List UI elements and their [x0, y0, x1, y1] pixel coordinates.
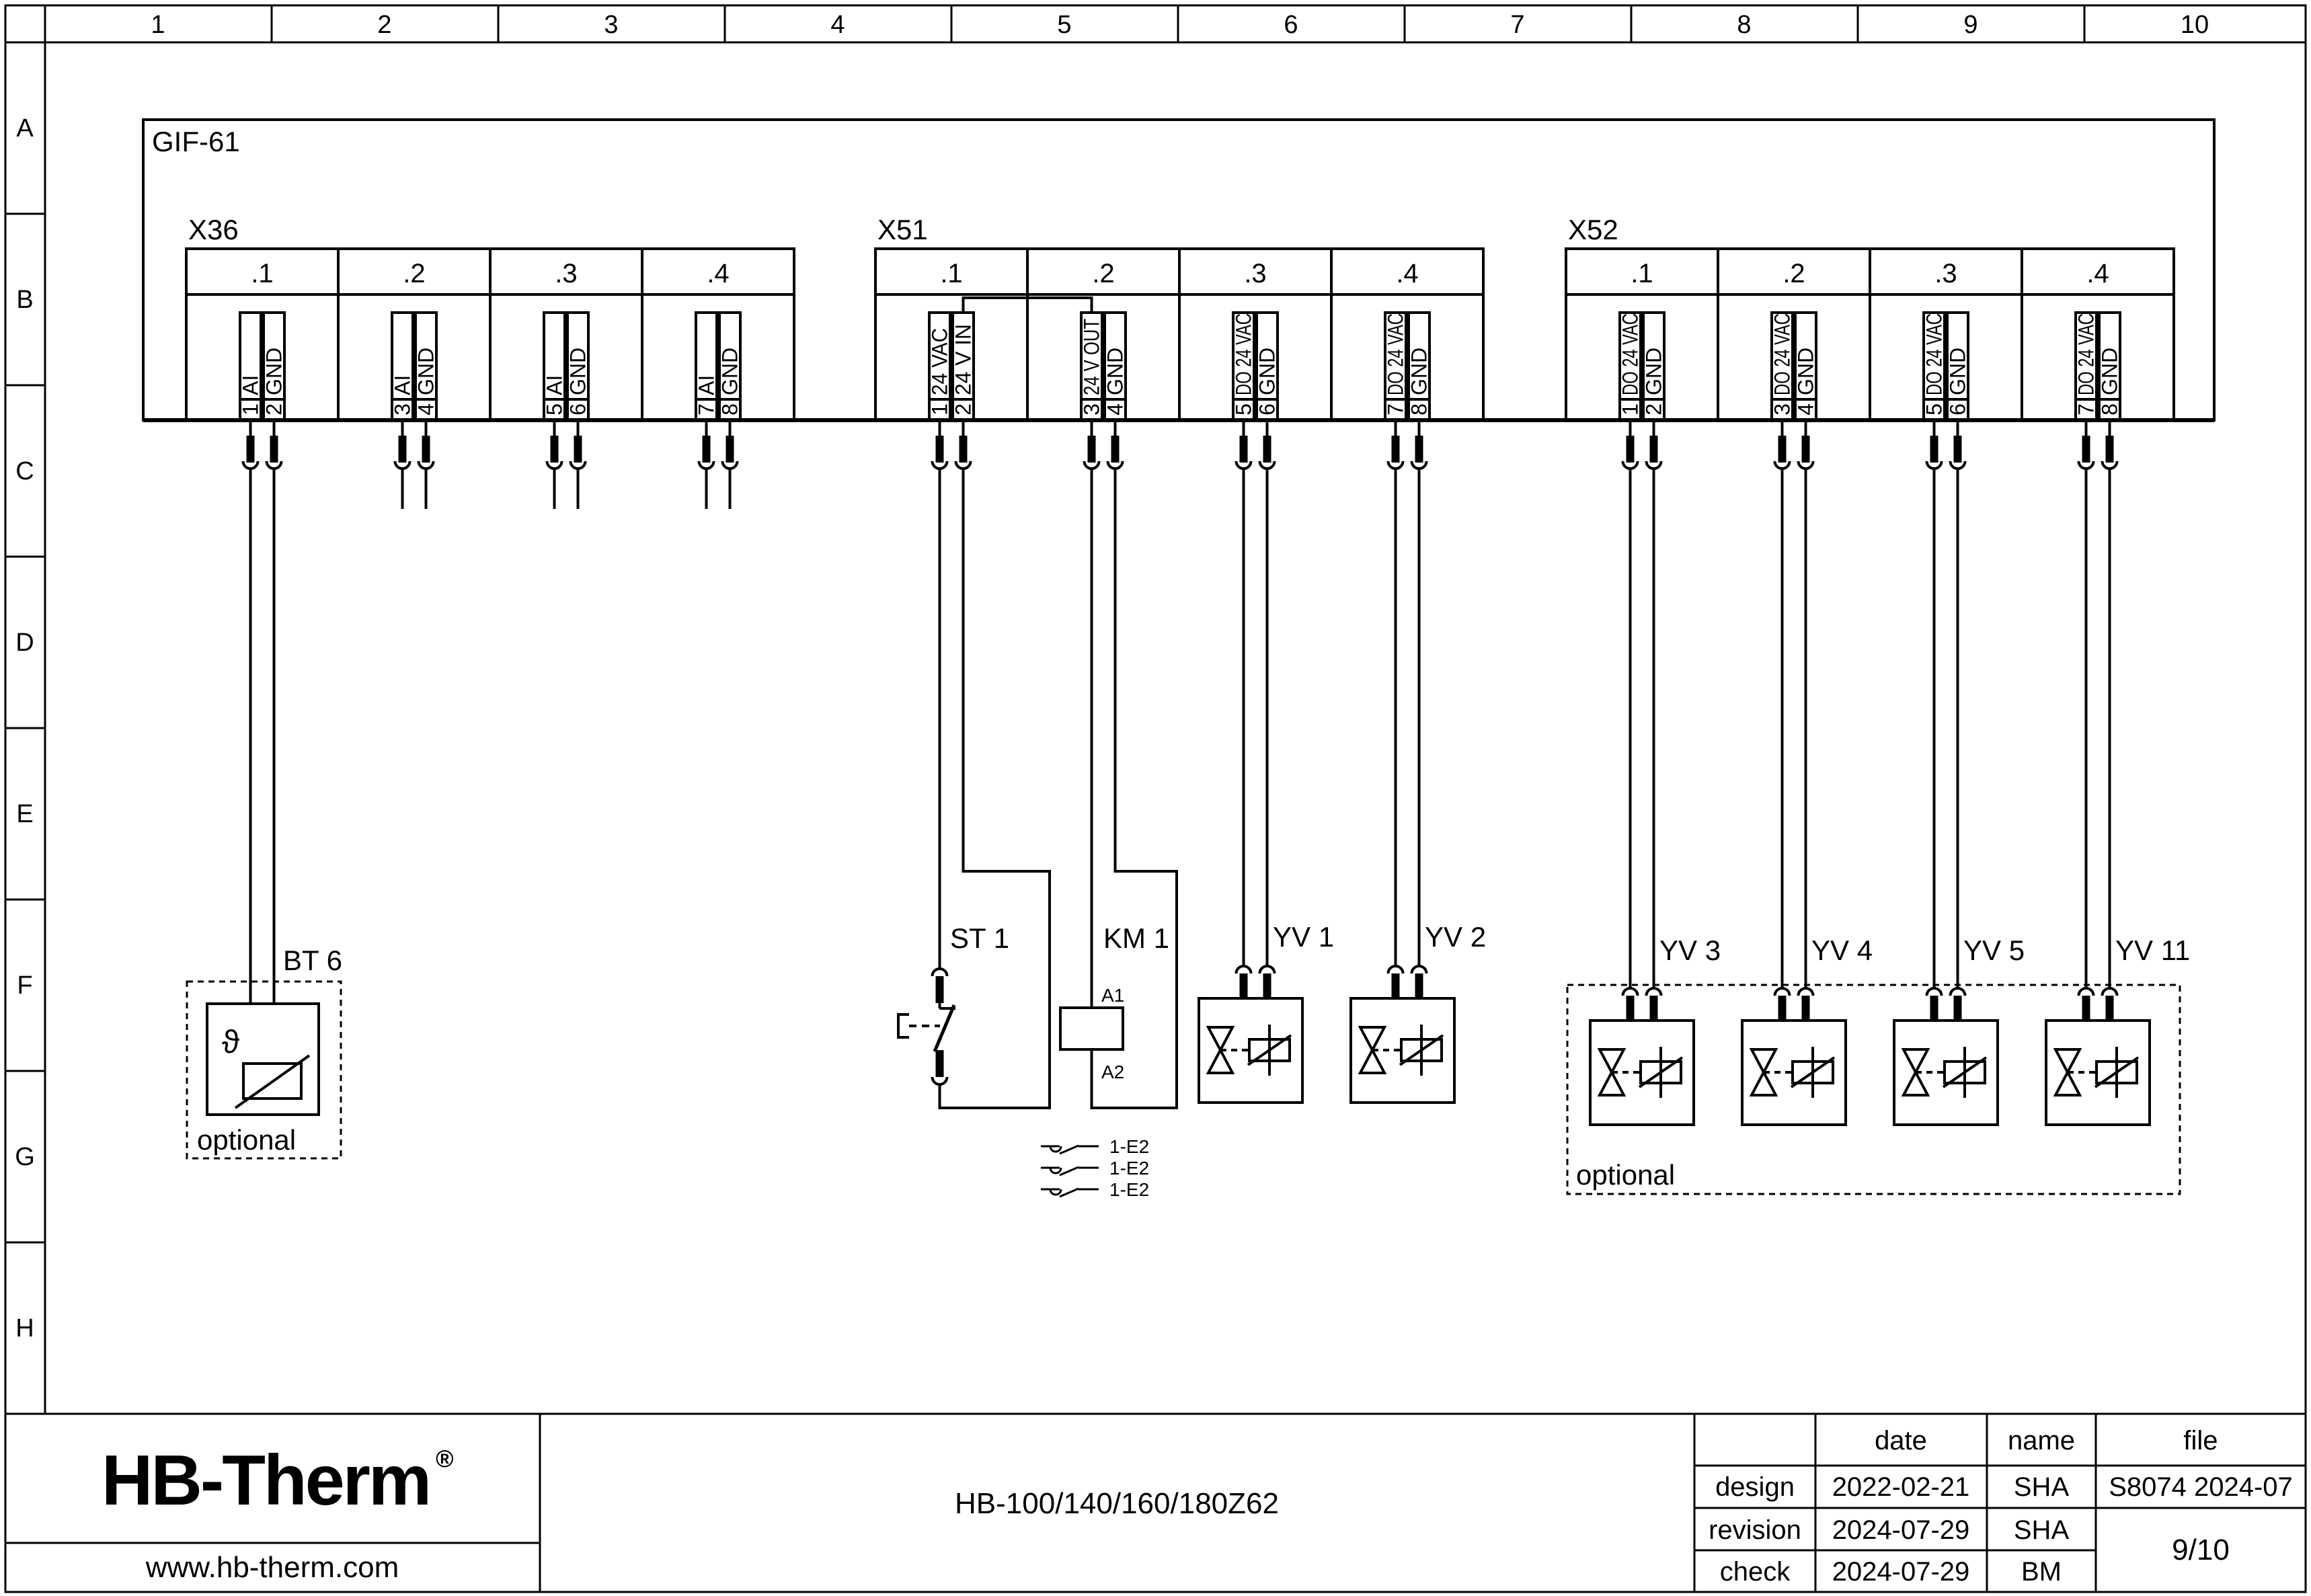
socket-connector-icon	[1951, 988, 1965, 1021]
component-st1	[898, 922, 1009, 1084]
component-label: YV 11	[2115, 934, 2191, 966]
valve-icon	[1904, 1049, 1945, 1095]
coil-terminal-a1: A1	[1101, 985, 1125, 1006]
contact-ref: 1-E2	[1109, 1179, 1150, 1200]
component-label: BT 6	[283, 945, 342, 976]
optional-label: optional	[197, 1124, 297, 1156]
pin-number: 7	[694, 403, 719, 415]
pin-number: 6	[1255, 403, 1280, 415]
connector-label: X36	[188, 214, 239, 245]
grid-col-label: 7	[1510, 11, 1525, 39]
connector-block-x36	[186, 214, 794, 420]
pin-number: 3	[1079, 403, 1104, 415]
pin-signal: GND	[414, 347, 438, 395]
pin-signal: GND	[1641, 347, 1666, 395]
pin-signal: AI	[238, 374, 263, 395]
grid-col-label: 4	[830, 11, 845, 39]
pin-number: 4	[1103, 403, 1128, 415]
cell-header: .1	[1631, 259, 1653, 288]
pin-number: 4	[414, 403, 438, 415]
grid-row-label: D	[15, 629, 34, 657]
grid-col-label: 8	[1737, 11, 1752, 39]
design-name: SHA	[2013, 1472, 2070, 1502]
socket-connector-icon	[2079, 988, 2094, 1021]
pin-number: 5	[1922, 403, 1947, 415]
solenoid-coil-icon	[1248, 1025, 1291, 1076]
pin-signal: 24 V OUT	[1079, 299, 1104, 395]
no-contact-icon	[1041, 1167, 1099, 1175]
pin-signal: DO 24 VAC	[1383, 284, 1408, 395]
cell-header: .2	[1783, 259, 1805, 288]
component-km1	[1060, 922, 1169, 1082]
grid-col-label: 9	[1963, 11, 1978, 39]
connector-block-x52	[1566, 214, 2174, 420]
pin-number: 7	[1383, 403, 1408, 415]
optional-valve-group	[1567, 934, 2190, 1194]
grid-col-label: 5	[1057, 11, 1072, 39]
cell-header: .4	[2086, 259, 2109, 288]
valve-icon	[1208, 1027, 1249, 1073]
pin-number: 8	[1407, 403, 1432, 415]
table-header-file: file	[2183, 1426, 2218, 1455]
pin-number: 3	[390, 403, 415, 415]
component-yv11	[2046, 934, 2190, 1125]
table-header-name: name	[2007, 1426, 2076, 1455]
pin-signal: AI	[542, 374, 567, 395]
pin-number: 2	[951, 403, 976, 415]
component-label: KM 1	[1103, 922, 1170, 954]
pin-signal: GND	[262, 347, 286, 395]
socket-connector-icon	[1260, 966, 1275, 998]
pin-number: 3	[1770, 403, 1795, 415]
pin-number: 6	[1945, 403, 1970, 415]
grid-row-label: E	[16, 800, 34, 828]
socket-connector-icon	[933, 1050, 947, 1084]
valve-icon	[1360, 1027, 1401, 1073]
grid-row-label: B	[16, 286, 34, 314]
coil-terminal-a2: A2	[1101, 1062, 1125, 1082]
cell-header: .2	[1092, 259, 1115, 288]
grid-row-label: A	[16, 114, 34, 143]
pin-number: 4	[1793, 403, 1818, 415]
row-label-revision: revision	[1709, 1515, 1801, 1545]
socket-connector-icon	[1388, 966, 1403, 998]
solenoid-coil-icon	[1639, 1047, 1682, 1098]
manual-actuator-icon	[898, 1014, 909, 1037]
component-label: YV 4	[1811, 934, 1873, 966]
contact-ref: 1-E2	[1109, 1158, 1150, 1179]
pin-signal: GND	[1103, 347, 1128, 395]
component-bt6	[187, 945, 342, 1158]
component-yv5	[1894, 934, 2025, 1125]
pin-number: 1	[927, 403, 952, 415]
valve-icon	[1600, 1049, 1641, 1095]
pin-signal: GND	[2097, 347, 2122, 395]
pin-number: 1	[1618, 403, 1643, 415]
pin-number: 2	[1641, 403, 1666, 415]
socket-connector-icon	[933, 969, 947, 1003]
pin-signal: 24 VAC	[927, 323, 952, 395]
pin-signal: DO 24 VAC	[1231, 284, 1256, 395]
pin-signal: GND	[1945, 347, 1970, 395]
grid-col-label: 10	[2180, 11, 2209, 39]
grid-row-label: C	[15, 457, 34, 485]
cell-header: .4	[707, 259, 730, 288]
component-label: YV 3	[1659, 934, 1721, 966]
pin-signal: AI	[390, 374, 415, 395]
frame	[5, 5, 2306, 1592]
solenoid-coil-icon	[1400, 1025, 1443, 1076]
grid-col-label: 1	[151, 11, 165, 39]
no-contact-icon	[1041, 1146, 1099, 1154]
socket-connector-icon	[1927, 988, 1942, 1021]
component-label: ST 1	[950, 922, 1009, 954]
check-name: BM	[2021, 1557, 2062, 1587]
coil-icon	[1060, 1008, 1123, 1049]
component-label: YV 1	[1273, 921, 1335, 953]
page-number: 9/10	[2172, 1533, 2230, 1566]
cell-header: .4	[1396, 259, 1419, 288]
company-logo: HB-Therm	[101, 1441, 430, 1520]
grid-row-label: G	[15, 1143, 35, 1171]
company-website: www.hb-therm.com	[145, 1551, 399, 1584]
pin-number: 7	[2074, 403, 2099, 415]
pin-signal: GND	[1407, 347, 1432, 395]
grid-col-label: 3	[604, 11, 619, 39]
check-date: 2024-07-29	[1832, 1557, 1970, 1587]
design-date: 2022-02-21	[1832, 1472, 1970, 1502]
pin-signal: DO 24 VAC	[2074, 284, 2099, 395]
cell-header: .1	[251, 259, 274, 288]
socket-connector-icon	[2103, 988, 2117, 1021]
component-label: YV 2	[1425, 921, 1487, 953]
solenoid-coil-icon	[2095, 1047, 2138, 1098]
wires	[251, 469, 2110, 1108]
table-header-date: date	[1875, 1426, 1927, 1455]
socket-connector-icon	[1647, 988, 1661, 1021]
pin-signal: GND	[717, 347, 742, 395]
valve-icon	[2055, 1049, 2097, 1095]
theta-symbol: ϑ	[222, 1025, 240, 1060]
cell-header: .2	[403, 259, 426, 288]
pin-signal: GND	[1255, 347, 1280, 395]
cell-header: .3	[555, 259, 578, 288]
document-title: HB-100/140/160/180Z62	[955, 1487, 1279, 1520]
socket-connector-icon	[1623, 988, 1638, 1021]
registered-mark: ®	[436, 1445, 454, 1472]
pin-signal: DO 24 VAC	[1770, 284, 1795, 395]
connector-label: X52	[1568, 214, 1618, 245]
socket-connector-icon	[1412, 966, 1427, 998]
pin-number: 6	[565, 403, 590, 415]
row-label-design: design	[1715, 1472, 1795, 1502]
optional-label: optional	[1576, 1159, 1676, 1191]
file-value: S8074 2024-07	[2109, 1472, 2293, 1502]
pin-signal: AI	[694, 374, 719, 395]
module-label: GIF-61	[152, 126, 240, 157]
grid-row-label: H	[15, 1314, 34, 1343]
connector-block-x51	[875, 214, 1483, 420]
socket-connector-icon	[1237, 966, 1251, 998]
cell-header: .3	[1244, 259, 1267, 288]
socket-connector-icon	[1799, 988, 1813, 1021]
grid-col-label: 2	[377, 11, 392, 39]
outer-border	[5, 5, 2306, 1592]
revision-date: 2024-07-29	[1832, 1515, 1970, 1545]
cell-header: .3	[1934, 259, 1957, 288]
pin-number: 2	[262, 403, 286, 415]
pin-signal: DO 24 VAC	[1922, 284, 1947, 395]
grid-row-label: F	[17, 971, 33, 1000]
solenoid-coil-icon	[1943, 1047, 1986, 1098]
row-label-check: check	[1719, 1557, 1791, 1587]
grid-col-label: 6	[1284, 11, 1298, 39]
pin-number: 8	[717, 403, 742, 415]
aux-contacts	[1041, 1136, 1149, 1200]
component-yv4	[1742, 934, 1873, 1125]
switch-contact-icon	[898, 1003, 955, 1051]
component-yv3	[1590, 934, 1721, 1125]
pin-number: 5	[542, 403, 567, 415]
contact-ref: 1-E2	[1109, 1136, 1150, 1157]
cell-header: .1	[940, 259, 963, 288]
pin-number: 8	[2097, 403, 2122, 415]
title-block	[5, 1414, 2306, 1592]
pin-number: 5	[1231, 403, 1256, 415]
pin-signal: GND	[565, 347, 590, 395]
pin-signal: 24 V IN	[951, 323, 976, 395]
thermistor-icon	[235, 1055, 309, 1108]
pin-number: 1	[238, 403, 263, 415]
socket-connector-icon	[1775, 988, 1790, 1021]
revision-name: SHA	[2013, 1515, 2070, 1545]
valve-icon	[1752, 1049, 1793, 1095]
component-label: YV 5	[1963, 934, 2025, 966]
solenoid-coil-icon	[1791, 1047, 1834, 1098]
pin-signal: DO 24 VAC	[1618, 284, 1643, 395]
connector-label: X51	[877, 214, 928, 245]
no-contact-icon	[1041, 1189, 1099, 1197]
plug-connector-icons	[243, 420, 2117, 509]
pin-signal: GND	[1793, 347, 1818, 395]
